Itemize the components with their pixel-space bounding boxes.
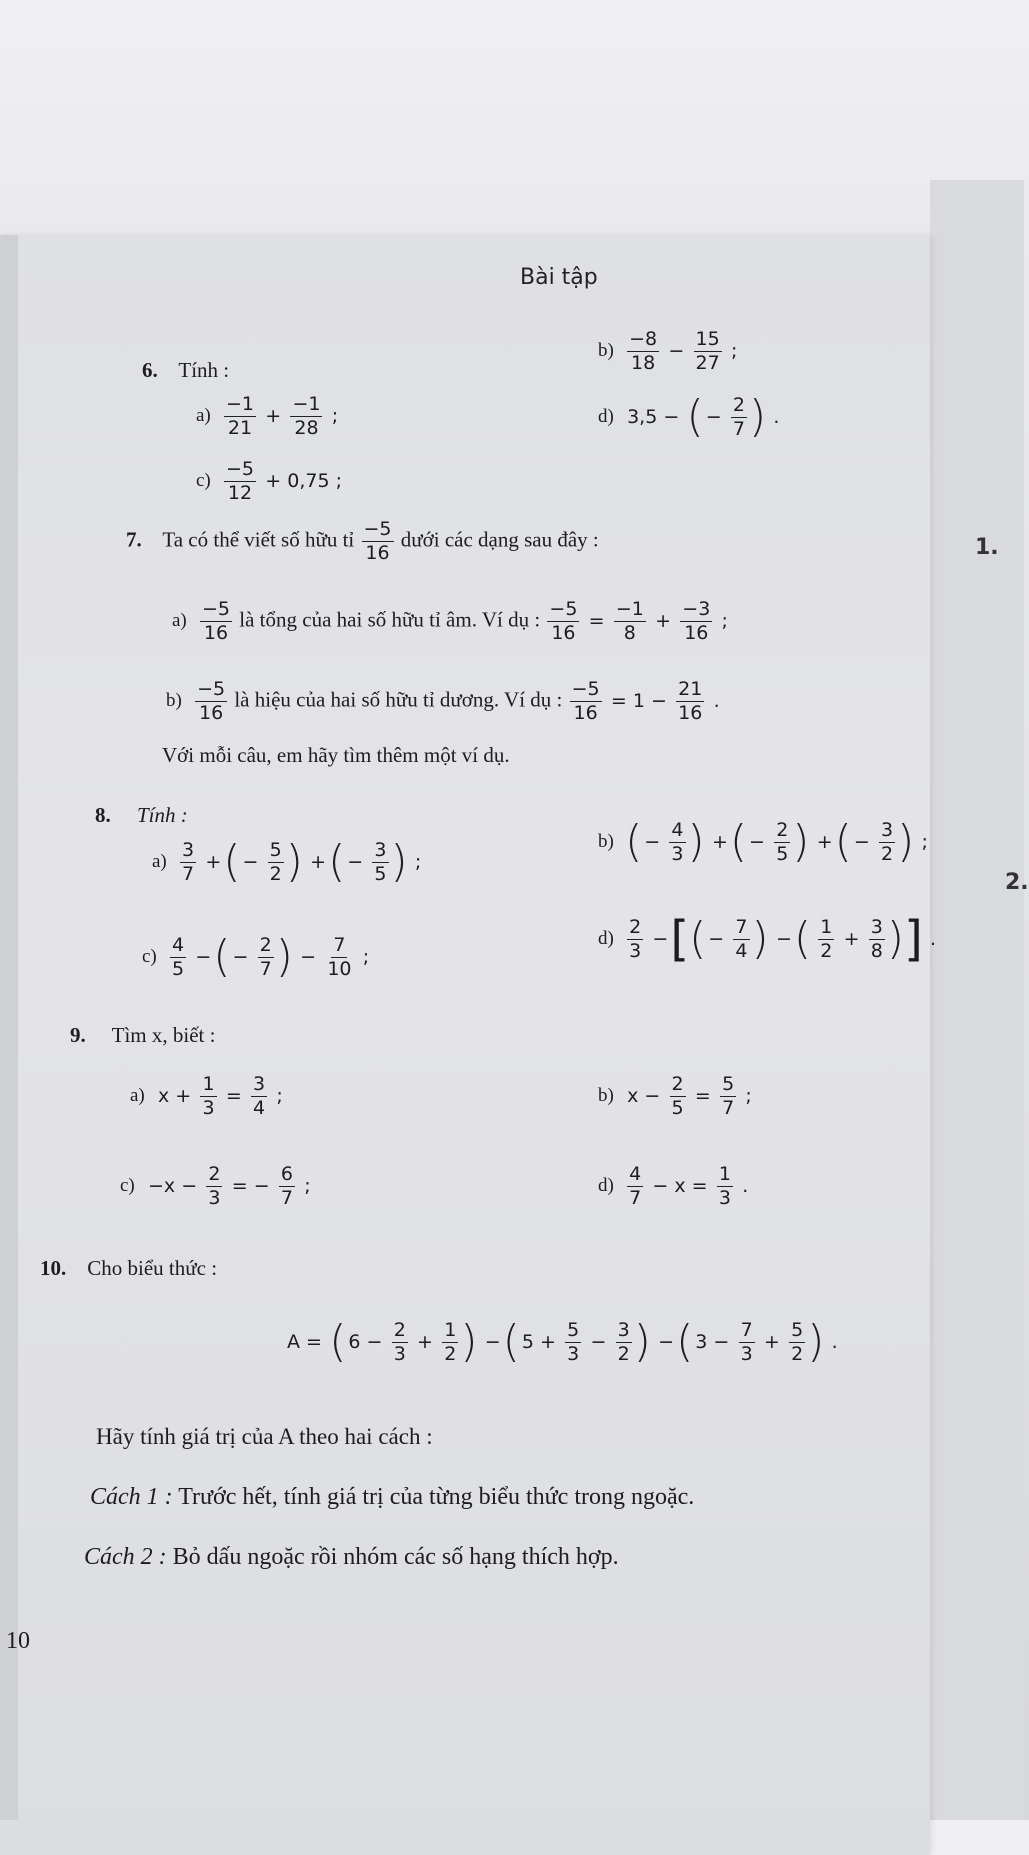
expression-prefix: x + xyxy=(158,1085,192,1107)
terminator: ; xyxy=(331,405,339,427)
fraction: $\frac{7}{3}$ xyxy=(740,1318,753,1365)
fraction: $\frac{5}{2}$ xyxy=(269,838,282,885)
fraction: $\frac{2}{3}$ xyxy=(208,1163,221,1209)
item-label: a) xyxy=(196,405,211,427)
ex6-c xyxy=(196,460,344,503)
ex10-question: Hãy tính giá trị của A theo hai cách : xyxy=(96,1424,433,1449)
item-label: a) xyxy=(130,1085,145,1107)
ex7-intro: Ta có thể viết số hữu tỉ xyxy=(162,527,355,552)
method-1-text: Trước hết, tính giá trị của từng biểu thức trong ngoặc. xyxy=(178,1484,695,1510)
ex9-number: 9. xyxy=(70,1023,86,1047)
item-label: b) xyxy=(598,340,614,362)
item-label: b) xyxy=(598,1085,614,1107)
operator: = xyxy=(694,1085,711,1107)
method-1-label: Cách 1 : xyxy=(90,1484,173,1510)
ex8-d: d) $\frac{2}{3}$ −[( − $\frac{7}{4}$ ) −( $\frac{1}{2}$ + $\frac{3}{8}$ )] . xyxy=(598,911,937,967)
ex10-method-1 xyxy=(90,1485,694,1509)
fraction: $\frac{-1}{28}$ xyxy=(292,393,321,439)
item-label: d) xyxy=(598,927,614,949)
fraction: $\frac{4}{7}$ xyxy=(629,1163,642,1209)
method-2-label: Cách 2 : xyxy=(84,1544,167,1570)
ex9-d xyxy=(598,1165,750,1208)
fraction: $\frac{3}{7}$ xyxy=(182,838,195,885)
item-label: b) xyxy=(166,690,182,712)
ex6-d: d) 3,5 − ( − $\frac{2}{7}$ ) . xyxy=(598,391,780,442)
fraction: $\frac{-5}{16}$ xyxy=(571,678,600,724)
expression-prefix: 3,5 − xyxy=(627,405,680,428)
fraction: $\frac{4}{5}$ xyxy=(172,933,185,980)
fraction: $\frac{2}{7}$ xyxy=(259,933,272,980)
page-number: 10 xyxy=(6,1628,30,1654)
operator: = − xyxy=(231,1175,270,1197)
term: 5 + xyxy=(521,1330,556,1353)
ex7-number: 7. xyxy=(126,527,142,552)
ex10-label: Cho biểu thức : xyxy=(87,1256,218,1280)
term: 6 − xyxy=(348,1330,383,1353)
item-label: c) xyxy=(196,470,211,492)
fraction: $\frac{2}{3}$ xyxy=(393,1318,406,1365)
item-label: d) xyxy=(598,405,614,427)
ex9-heading xyxy=(70,1025,215,1046)
terminator: . xyxy=(742,1175,749,1197)
operator: + xyxy=(655,610,672,632)
terminator: . xyxy=(831,1330,838,1353)
fraction: $\frac{15}{27}$ xyxy=(695,328,720,374)
fraction: $\frac{2}{5}$ xyxy=(776,818,789,865)
item-label: a) xyxy=(172,610,187,632)
fraction: $\frac{3}{2}$ xyxy=(880,818,894,865)
page-edge xyxy=(0,235,18,1820)
fraction: $\frac{5}{3}$ xyxy=(567,1318,580,1365)
operator: + xyxy=(265,405,282,427)
terminator: ; xyxy=(721,610,728,632)
fraction: $\frac{-1}{21}$ xyxy=(226,393,255,439)
ex7-heading xyxy=(126,520,599,563)
ex8-c: c) $\frac{4}{5}$ −( − $\frac{2}{7}$ ) − $\frac{7}{10}$ ; xyxy=(142,931,370,982)
ex9-b xyxy=(598,1075,754,1118)
expression-prefix: −x − xyxy=(148,1175,198,1197)
item-label: a) xyxy=(152,850,167,872)
expression-prefix: x − xyxy=(627,1085,661,1107)
fraction: $\frac{5}{2}$ xyxy=(791,1318,804,1365)
terminator: . xyxy=(930,927,937,950)
fraction: $\frac{-5}{16}$ xyxy=(197,678,226,724)
fraction: $\frac{7}{4}$ xyxy=(735,915,748,962)
terminator: ; xyxy=(276,1085,283,1107)
fraction: $\frac{-8}{18}$ xyxy=(629,328,658,374)
term: 3 − xyxy=(695,1330,730,1353)
terminator: ; xyxy=(304,1175,311,1197)
fraction: $\frac{-5}{12}$ xyxy=(226,458,255,504)
fraction: $\frac{3}{8}$ xyxy=(870,915,883,962)
side-number-1: 1. xyxy=(975,535,999,560)
fraction: $\frac{3}{5}$ xyxy=(374,838,387,885)
operator: = 1 − xyxy=(610,690,667,712)
fraction: $\frac{3}{2}$ xyxy=(617,1318,630,1365)
ex7-intro-tail: dưới các dạng sau đây : xyxy=(400,527,599,552)
ex8-label: Tính : xyxy=(137,803,188,827)
expression-middle: − x = xyxy=(652,1175,708,1197)
terminator: ; xyxy=(730,340,738,362)
fraction: $\frac{2}{3}$ xyxy=(629,915,642,962)
ex6-a xyxy=(196,395,340,438)
ex6-b xyxy=(598,330,739,373)
ex7-b xyxy=(166,680,722,723)
fraction: $\frac{-5}{16}$ xyxy=(549,598,578,644)
side-number-2: 2. xyxy=(1005,870,1029,895)
ex8-number: 8. xyxy=(95,803,111,827)
fraction: $\frac{1}{3}$ xyxy=(202,1073,215,1119)
operator: − xyxy=(705,405,722,428)
terminator: ; xyxy=(921,830,928,853)
fraction: $\frac{1}{3}$ xyxy=(718,1163,731,1209)
terminator: . xyxy=(773,405,780,428)
expression-rest: + 0,75 ; xyxy=(265,470,342,492)
fraction: $\frac{5}{7}$ xyxy=(722,1073,735,1119)
terminator: ; xyxy=(362,945,370,968)
fraction: $\frac{-5}{16}$ xyxy=(363,518,392,564)
fraction: $\frac{3}{4}$ xyxy=(253,1073,266,1119)
terminator: ; xyxy=(745,1085,752,1107)
ex9-c xyxy=(120,1165,313,1208)
ex10-expression: A = ( 6 − $\frac{2}{3}$ + $\frac{1}{2}$ ) −( 5 + $\frac{5}{3}$ − $\frac{3}{2}$ ) −( 3 − $\frac{7}{3}$ + $\frac{5}{2}$ ) . xyxy=(287,1316,838,1367)
fraction: $\frac{21}{16}$ xyxy=(678,678,703,724)
fraction: $\frac{2}{7}$ xyxy=(732,393,745,440)
ex7-note: Với mỗi câu, em hãy tìm thêm một ví dụ. xyxy=(162,743,510,767)
fraction: $\frac{2}{5}$ xyxy=(671,1073,684,1119)
ex7-a xyxy=(172,600,730,643)
ex10-heading xyxy=(40,1258,217,1279)
method-2-text: Bỏ dấu ngoặc rồi nhóm các số hạng thích hợp. xyxy=(172,1544,619,1570)
ex6-label: Tính : xyxy=(178,358,230,382)
ex6-number: 6. xyxy=(142,358,158,382)
ex9-a xyxy=(130,1075,285,1118)
item-label: c) xyxy=(142,945,157,967)
ex9-label: Tìm x, biết : xyxy=(111,1023,216,1047)
fraction: $\frac{6}{7}$ xyxy=(280,1163,293,1209)
ex8-heading xyxy=(95,805,188,826)
operator: − xyxy=(668,340,685,362)
fraction: $\frac{1}{2}$ xyxy=(820,915,833,962)
ex7a-text: là tổng của hai số hữu tỉ âm. Ví dụ : xyxy=(239,607,541,632)
terminator: ; xyxy=(414,850,422,873)
operator: = xyxy=(588,610,605,632)
fraction: $\frac{4}{3}$ xyxy=(671,818,684,865)
fraction: $\frac{7}{10}$ xyxy=(327,933,352,980)
fraction: $\frac{-5}{16}$ xyxy=(202,598,231,644)
fraction: $\frac{-1}{8}$ xyxy=(615,598,644,644)
facing-page xyxy=(930,180,1024,1820)
operator: = xyxy=(225,1085,242,1107)
fraction: $\frac{1}{2}$ xyxy=(444,1318,457,1365)
ex10-method-2 xyxy=(84,1545,619,1569)
ex8-b: b) ( − $\frac{4}{3}$ ) +( − $\frac{2}{5}$ ) +( − $\frac{3}{2}$ ) ; xyxy=(598,816,928,867)
fraction: $\frac{-3}{16}$ xyxy=(682,598,711,644)
ex8-a: a) $\frac{3}{7}$ +( − $\frac{5}{2}$ ) +( − $\frac{3}{5}$ ) ; xyxy=(152,836,422,887)
item-label: d) xyxy=(598,1175,614,1197)
item-label: b) xyxy=(598,830,614,852)
ex10-number: 10. xyxy=(40,1256,67,1280)
item-label: c) xyxy=(120,1175,135,1197)
ex7b-text: là hiệu của hai số hữu tỉ dương. Ví dụ : xyxy=(234,687,563,712)
expression-lhs: A = xyxy=(287,1330,322,1353)
ex6-heading xyxy=(142,360,229,381)
section-title: Bài tập xyxy=(520,265,598,290)
terminator: . xyxy=(713,690,720,712)
